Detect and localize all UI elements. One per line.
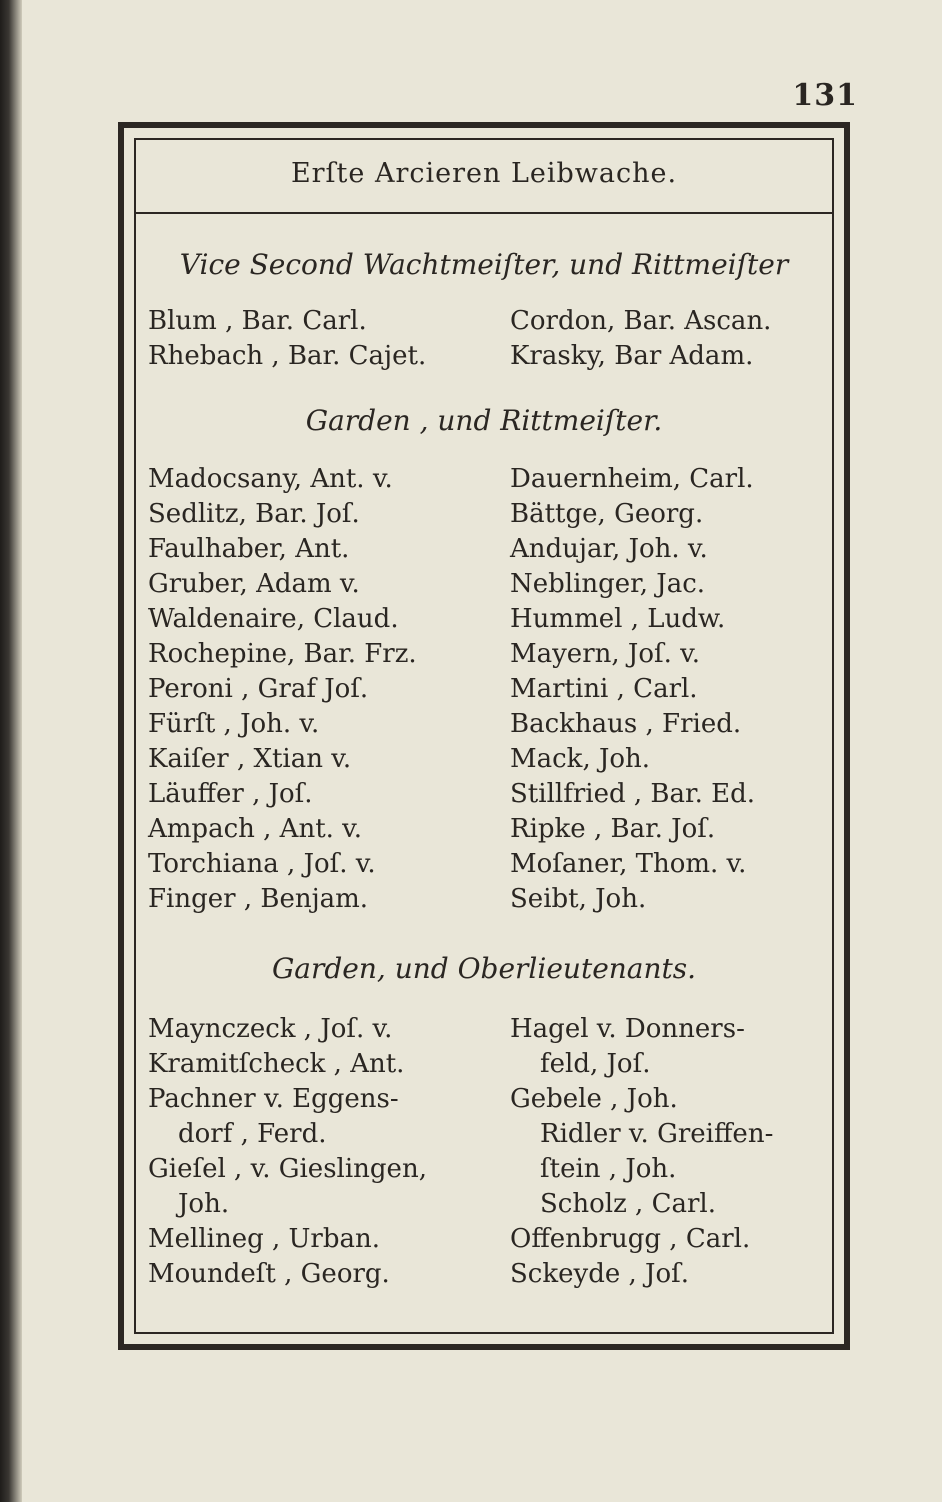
list-row: [148, 707, 826, 742]
name-left: Gieſel , v. Gieslingen,: [148, 1154, 427, 1184]
name-right: Bättge, Georg.: [510, 499, 704, 529]
name-right: Andujar, Joh. v.: [510, 534, 708, 564]
section-list-garden-rittmeister: [148, 462, 826, 917]
name-right: Krasky, Bar Adam.: [510, 341, 754, 371]
name-right: Ridler v. Greiffen-: [540, 1119, 774, 1149]
name-left: Sedlitz, Bar. Joſ.: [148, 499, 360, 529]
name-right: Dauernheim, Carl.: [510, 464, 754, 494]
name-right: Backhaus , Fried.: [510, 709, 742, 739]
list-row: [148, 672, 826, 707]
page-number: 131: [792, 78, 858, 113]
name-right: Mayern, Joſ. v.: [510, 639, 700, 669]
section-list-vice-second: [148, 304, 826, 374]
name-right: Moſaner, Thom. v.: [510, 849, 747, 879]
name-left: Madocsany, Ant. v.: [148, 464, 393, 494]
list-row: [148, 742, 826, 777]
list-row: [148, 637, 826, 672]
name-left: Joh.: [178, 1189, 230, 1219]
list-row: [148, 304, 826, 339]
name-left: Waldenaire, Claud.: [148, 604, 399, 634]
name-left: Torchiana , Joſ. v.: [148, 849, 376, 879]
list-row: [148, 882, 826, 917]
name-right: Hagel v. Donners-: [510, 1014, 745, 1044]
name-right: feld, Joſ.: [540, 1049, 651, 1079]
name-left: Kramitſcheck , Ant.: [148, 1049, 405, 1079]
list-row: [148, 1187, 826, 1222]
list-row: [148, 1257, 826, 1292]
name-left: Ampach , Ant. v.: [148, 814, 363, 844]
list-row: [148, 812, 826, 847]
inner-frame: [134, 138, 834, 1334]
name-left: Maynczeck , Joſ. v.: [148, 1014, 393, 1044]
name-left: Kaiſer , Xtian v.: [148, 744, 352, 774]
name-left: Blum , Bar. Carl.: [148, 306, 367, 336]
name-left: Moundeſt , Georg.: [148, 1259, 390, 1289]
name-left: Mellineg , Urban.: [148, 1224, 381, 1254]
name-left: Peroni , Graf Joſ.: [148, 674, 369, 704]
name-left: Faulhaber, Ant.: [148, 534, 350, 564]
book-gutter-edge: [0, 0, 22, 1502]
page-title: Erſte Arcieren Leibwache.: [290, 158, 678, 189]
list-row: [148, 1222, 826, 1257]
list-row: [148, 339, 826, 374]
section-heading-vice-second: Vice Second Wachtmeiſter, und Rittmeiſter: [179, 248, 789, 281]
name-right: Scholz , Carl.: [540, 1189, 716, 1219]
name-right: Offenbrugg , Carl.: [510, 1224, 751, 1254]
name-right: ſtein , Joh.: [540, 1154, 677, 1184]
list-row: [148, 462, 826, 497]
section-heading-garden-oberlieutenants: Garden, und Oberlieutenants.: [271, 952, 697, 985]
name-right: Hummel , Ludw.: [510, 604, 726, 634]
list-row: [148, 497, 826, 532]
list-row: [148, 1047, 826, 1082]
name-right: Mack, Joh.: [510, 744, 651, 774]
name-left: Pachner v. Eggens-: [148, 1084, 399, 1114]
name-right: Cordon, Bar. Ascan.: [510, 306, 772, 336]
name-left: dorf , Ferd.: [178, 1119, 327, 1149]
name-left: Läuffer , Joſ.: [148, 779, 313, 809]
name-left: Fürſt , Joh. v.: [148, 709, 320, 739]
name-right: Neblinger, Jac.: [510, 569, 706, 599]
name-right: Sckeyde , Joſ.: [510, 1259, 689, 1289]
name-left: Rhebach , Bar. Cajet.: [148, 341, 427, 371]
name-right: Gebele , Joh.: [510, 1084, 678, 1114]
section-list-garden-oberlieutenants: [148, 1012, 826, 1292]
list-row: [148, 1012, 826, 1047]
name-left: Rochepine, Bar. Frz.: [148, 639, 417, 669]
list-row: [148, 532, 826, 567]
list-row: [148, 567, 826, 602]
name-right: Martini , Carl.: [510, 674, 698, 704]
name-right: Stillfried , Bar. Ed.: [510, 779, 755, 809]
list-row: [148, 1117, 826, 1152]
name-left: Gruber, Adam v.: [148, 569, 360, 599]
page-frame: [118, 122, 850, 1350]
list-row: [148, 847, 826, 882]
list-row: [148, 602, 826, 637]
list-row: [148, 1082, 826, 1117]
section-heading-garden-rittmeister: Garden , und Rittmeiſter.: [305, 404, 663, 437]
list-row: [148, 1152, 826, 1187]
name-right: Ripke , Bar. Joſ.: [510, 814, 716, 844]
name-right: Seibt, Joh.: [510, 884, 647, 914]
name-left: Finger , Benjam.: [148, 884, 369, 914]
list-row: [148, 777, 826, 812]
title-rule: [136, 212, 832, 214]
